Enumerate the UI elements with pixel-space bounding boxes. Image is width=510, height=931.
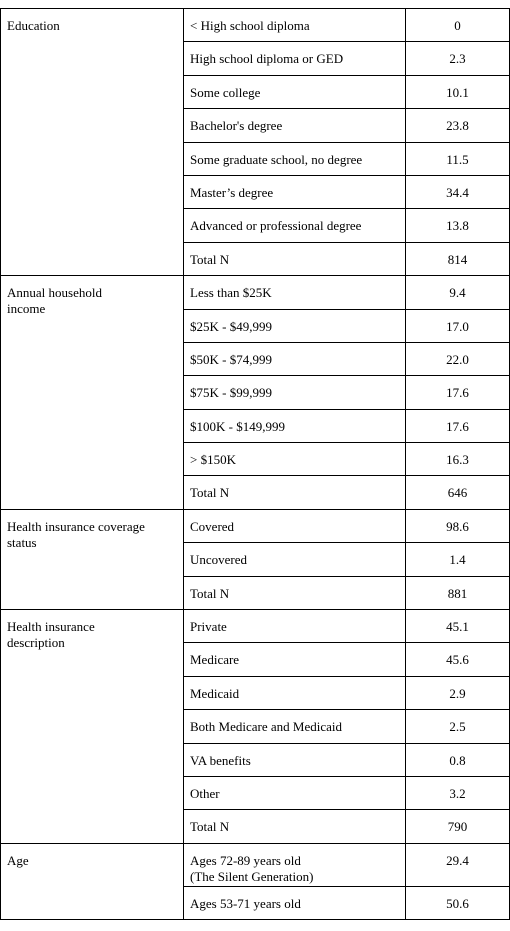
row-label-cell: High school diploma or GED [184,42,406,75]
row-value-cell: 98.6 [406,509,510,542]
row-value-cell: 3.2 [406,776,510,809]
row-label-cell: Medicaid [184,676,406,709]
row-label-cell: Advanced or professional degree [184,209,406,242]
row-label-cell: Uncovered [184,543,406,576]
row-value-cell: 16.3 [406,443,510,476]
row-value-cell: 45.1 [406,610,510,643]
row-value-cell: 790 [406,810,510,843]
row-label-cell: Ages 72-89 years old (The Silent Generation) [184,843,406,886]
row-value-cell: 23.8 [406,109,510,142]
row-value-cell: 9.4 [406,276,510,309]
table-row [1,509,510,542]
row-label-cell: $25K - $49,999 [184,309,406,342]
row-value-cell: 10.1 [406,75,510,108]
row-value-cell: 881 [406,576,510,609]
row-label-cell: Bachelor's degree [184,109,406,142]
row-label-cell: Some graduate school, no degree [184,142,406,175]
table-body [1,9,510,920]
row-label-cell: $100K - $149,999 [184,409,406,442]
row-label-cell: $75K - $99,999 [184,376,406,409]
row-value-cell: 1.4 [406,543,510,576]
row-value-cell: 0 [406,9,510,42]
row-label-cell: Total N [184,810,406,843]
row-label-cell: Both Medicare and Medicaid [184,710,406,743]
row-value-cell: 2.9 [406,676,510,709]
row-value-cell: 2.5 [406,710,510,743]
table-row [1,610,510,643]
row-value-cell: 2.3 [406,42,510,75]
row-label-cell: Less than $25K [184,276,406,309]
row-label-cell: Covered [184,509,406,542]
row-value-cell: 17.6 [406,409,510,442]
row-value-cell: 17.0 [406,309,510,342]
row-value-cell: 11.5 [406,142,510,175]
row-label-cell: Ages 53-71 years old [184,886,406,919]
category-cell: Health insurance coverage status [1,509,184,609]
row-label-cell: < High school diploma [184,9,406,42]
row-label-cell: Master’s degree [184,175,406,208]
category-cell: Annual household income [1,276,184,510]
row-label-cell: Other [184,776,406,809]
row-value-cell: 22.0 [406,342,510,375]
row-value-cell: 29.4 [406,843,510,886]
row-value-cell: 17.6 [406,376,510,409]
row-label-cell: Private [184,610,406,643]
row-label-cell: Medicare [184,643,406,676]
row-label-cell: $50K - $74,999 [184,342,406,375]
table-row [1,843,510,886]
row-value-cell: 814 [406,242,510,275]
row-label-cell: Total N [184,242,406,275]
row-label-cell: Total N [184,476,406,509]
row-label-cell: Total N [184,576,406,609]
row-label-cell: > $150K [184,443,406,476]
category-cell: Health insurance description [1,610,184,844]
row-label-cell: Some college [184,75,406,108]
row-value-cell: 0.8 [406,743,510,776]
table-row [1,276,510,309]
table-row [1,9,510,42]
category-cell: Age [1,843,184,919]
row-value-cell: 50.6 [406,886,510,919]
row-value-cell: 45.6 [406,643,510,676]
row-value-cell: 13.8 [406,209,510,242]
demographics-table [0,8,510,920]
row-label-cell: VA benefits [184,743,406,776]
row-value-cell: 34.4 [406,175,510,208]
row-value-cell: 646 [406,476,510,509]
category-cell: Education [1,9,184,276]
